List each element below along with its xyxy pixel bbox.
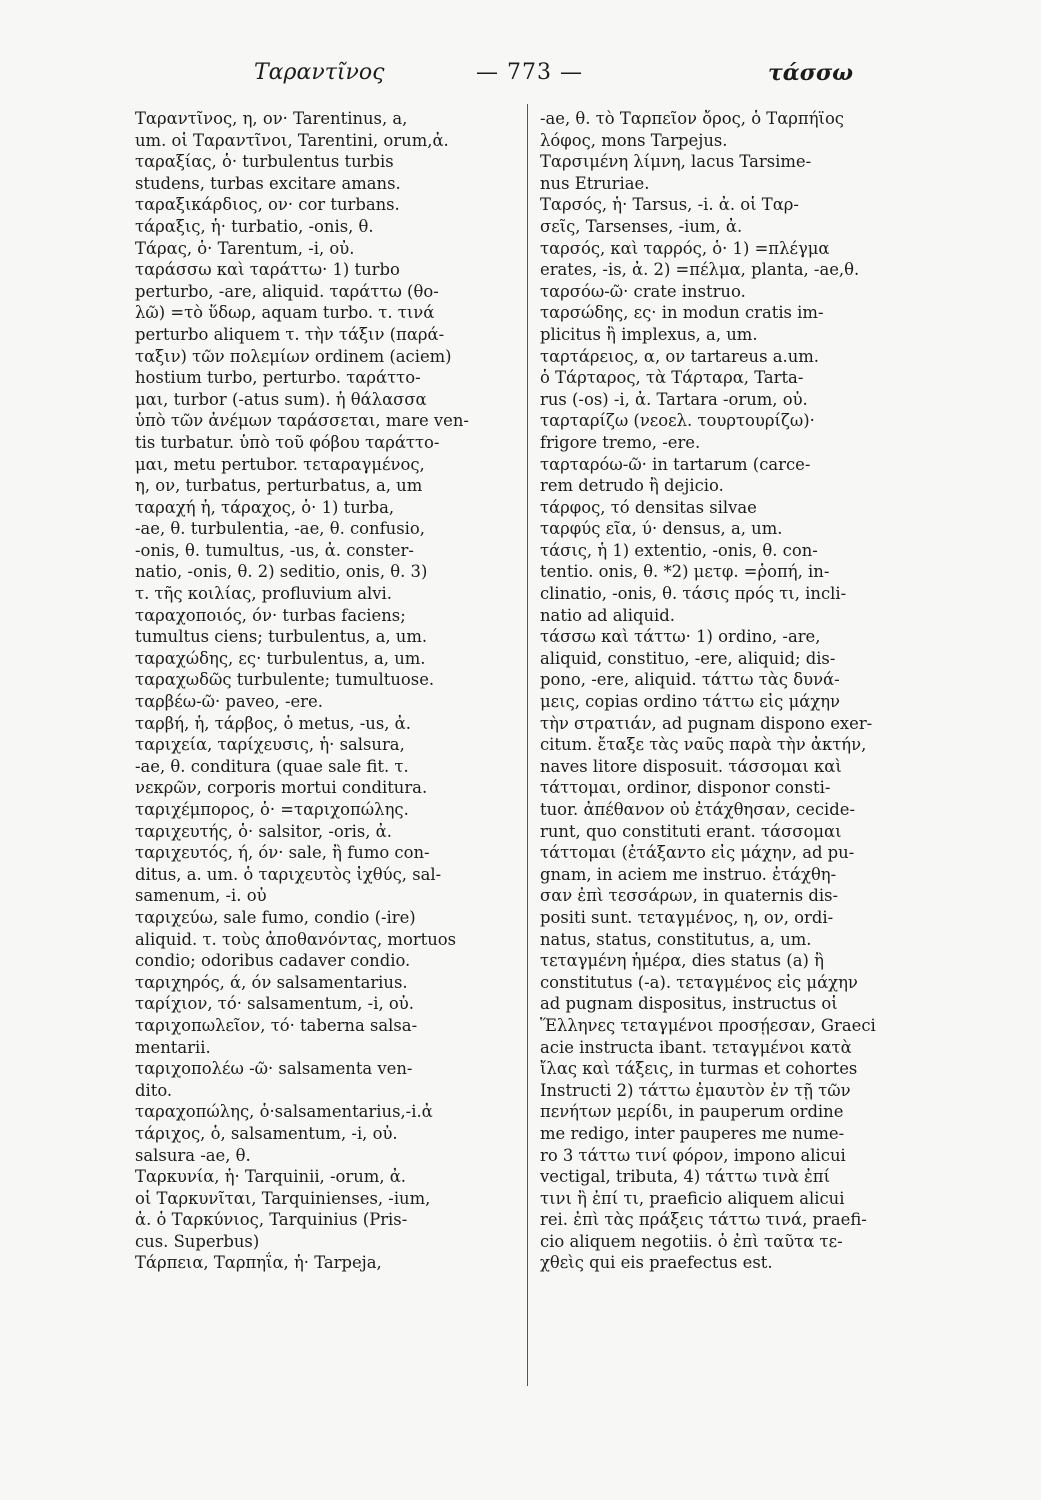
text-line: -ae, θ. conditura (quae sale fit. τ.: [135, 756, 409, 776]
text-line: ἴλας καὶ τάξεις, in turmas et cohortes: [540, 1059, 858, 1079]
text-line: τάριχος, ὁ, salsamentum, -i, οὐ.: [135, 1123, 398, 1143]
text-line: Ταρκυνία, ἡ· Tarquinii, -orum, ἀ.: [135, 1167, 407, 1187]
left-column: [135, 108, 519, 1274]
text-line: πενήτων μερίδι, in pauperum ordine: [540, 1102, 844, 1122]
text-line: ταραχώδης, ες· turbulentus, a, um.: [135, 648, 426, 668]
text-line: clinatio, -onis, θ. τάσις πρός τι, incli-: [540, 584, 847, 604]
text-line: um. οἱ Ταραντῖνοι, Tarentini, orum,ἀ.: [135, 130, 449, 150]
text-line: ταριχοπολέω -ῶ· salsamenta ven-: [135, 1059, 413, 1079]
text-line: ταριχεύω, sale fumo, condio (-ire): [135, 907, 416, 927]
text-line: pono, -ere, aliquid. τάττω τὰς δυνά-: [540, 670, 840, 690]
text-line: ταριχευτός, ή, όν· sale, ἢ fumo con-: [135, 843, 430, 863]
text-line: salsura -ae, θ.: [135, 1145, 251, 1165]
text-line: ταραχωδῶς turbulente; tumultuose.: [135, 670, 435, 690]
text-line: τάσις, ἡ 1) extentio, -onis, θ. con-: [540, 540, 818, 560]
text-line: aliquid. τ. τοὺς ἀποθανόντας, mortuos: [135, 929, 457, 949]
text-line: τὴν στρατιάν, ad pugnam dispono exer-: [540, 713, 873, 733]
text-line: νεκρῶν, corporis mortui conditura.: [135, 778, 428, 798]
text-line: ταρβή, ἡ, τάρβος, ὁ metus, -us, ἀ.: [135, 713, 411, 733]
text-line: Ταρσιμένη λίμνη, lacus Tarsime-: [540, 152, 812, 172]
text-line: Τάρας, ὁ· Tarentum, -i, οὐ.: [135, 238, 355, 258]
text-line: plicitus ἢ implexus, a, um.: [540, 324, 758, 344]
text-line: ταριχεία, ταρίχευσις, ἡ· salsura,: [135, 735, 405, 755]
text-line: τ. τῆς κοιλίας, profluvium alvi.: [135, 584, 393, 604]
column-divider: [527, 104, 528, 1386]
text-line: ταριχευτής, ὁ· salsitor, -oris, ἀ.: [135, 821, 392, 841]
text-line: ταραχή ἡ, τάραχος, ὁ· 1) turba,: [135, 497, 395, 517]
text-line: naves litore disposuit. τάσσομαι καὶ: [540, 756, 842, 776]
text-line: μεις, copias ordino τάττω εἰς μάχην: [540, 692, 841, 712]
text-line: μαι, metu pertubor. τεταραγμένος,: [135, 454, 425, 474]
text-line: ὑπὸ τῶν ἀνέμων ταράσσεται, mare ven-: [135, 411, 469, 431]
text-line: σεῖς, Tarsenses, -ium, ἀ.: [540, 216, 743, 236]
text-line: τινι ἢ ἐπί τι, praeficio aliquem alicui: [540, 1188, 845, 1208]
text-line: hostium turbo, perturbo. ταράττο-: [135, 368, 421, 388]
text-line: -ae, θ. τὸ Ταρπεῖον ὄρος, ὁ Ταρπήϊος: [540, 109, 844, 128]
text-line: tuor. ἀπέθανον οὐ ἐτάχθησαν, cecide-: [540, 800, 856, 819]
text-line: -ae, θ. turbulentia, -ae, θ. confusio,: [135, 519, 425, 539]
text-line: ταριχηρός, ά, όν salsamentarius.: [135, 972, 408, 992]
text-line: tentio. onis, θ. *2) μετφ. =ῥοπή, in-: [540, 562, 830, 582]
text-line: ταρίχιον, τό· salsamentum, -i, οὐ.: [135, 994, 414, 1014]
text-line: rus (-os) -i, ἀ. Tartara -orum, οὐ.: [540, 389, 808, 409]
text-line: λῶ) =τὸ ὕδωρ, aquam turbo. τ. τινά: [135, 303, 435, 323]
text-line: ad pugnam dispositus, instructus οἱ: [540, 994, 838, 1014]
text-line: ταρβέω-ῶ· paveo, -ere.: [135, 692, 323, 712]
text-line: cus. Superbus): [135, 1231, 260, 1251]
text-line: ταρτάρειος, α, ον tartareus a.um.: [540, 346, 820, 366]
right-column: [540, 108, 936, 1274]
text-line: me redigo, inter pauperes me nume-: [540, 1123, 845, 1143]
text-line: natus, status, constitutus, a, um.: [540, 929, 812, 949]
text-line: nus Etruriae.: [540, 173, 650, 193]
text-line: η, ον, turbatus, perturbatus, a, um: [135, 476, 423, 496]
text-line: runt, quo constituti erant. τάσσομαι: [540, 821, 842, 841]
text-line: ταρταρίζω (νεοελ. τουρτουρίζω)·: [540, 411, 815, 431]
text-line: perturbo, -are, aliquid. ταράττω (θο-: [135, 281, 439, 301]
text-line: ditus, a. um. ὁ ταριχευτὸς ἰχθύς, sal-: [135, 864, 442, 884]
text-line: perturbo aliquem τ. τὴν τάξιν (παρά-: [135, 324, 445, 344]
text-line: ὁ Τάρταρος, τὰ Τάρταρα, Tarta-: [540, 368, 804, 388]
text-line: dito.: [135, 1080, 173, 1100]
text-line: acie instructa ibant. τεταγμένοι κατὰ: [540, 1037, 852, 1057]
text-line: ταραχοποιός, όν· turbas faciens;: [135, 605, 406, 625]
text-line: tumultus ciens; turbulentus, a, um.: [135, 627, 428, 647]
header-left-guideword: Ταραντῖνος: [254, 60, 385, 85]
text-line: Ταραντῖνος, η, ον· Tarentinus, a,: [135, 109, 408, 128]
text-line: citum. ἔταξε τὰς ναῦς παρὰ τὴν ἀκτήν,: [540, 735, 867, 755]
text-line: Ταρσός, ἡ· Tarsus, -i. ἀ. οἱ Ταρ-: [540, 195, 799, 215]
text-line: ταραχοπώλης, ὁ·salsamentarius,-i.ἀ: [135, 1102, 433, 1122]
text-line: ταρσός, καὶ ταρρός, ὁ· 1) =πλέγμα: [540, 238, 830, 258]
text-line: τάττομαι (ἐτάξαντο εἰς μάχην, ad pu-: [540, 843, 855, 863]
text-line: cio aliquem negotiis. ὁ ἐπὶ ταῦτα τε-: [540, 1231, 843, 1251]
text-line: Ἕλληνες τεταγμένοι προσῄεσαν, Graeci: [540, 1015, 876, 1035]
text-line: τάσσω καὶ τάττω· 1) ordino, -are,: [540, 627, 821, 647]
text-line: erates, -is, ἀ. 2) =πέλμα, planta, -ae,θ.: [540, 260, 860, 280]
text-line: ταριχέμπορος, ὁ· =ταριχοπώλης.: [135, 800, 409, 819]
text-line: condio; odoribus cadaver condio.: [135, 951, 411, 971]
text-line: mentarii.: [135, 1037, 211, 1057]
text-line: ταριχοπωλεῖον, τό· taberna salsa-: [135, 1015, 418, 1035]
text-line: λόφος, mons Tarpejus.: [540, 130, 728, 150]
text-line: rem detrudo ἢ dejicio.: [540, 476, 724, 496]
text-line: ταρσόω-ῶ· crate instruo.: [540, 281, 746, 301]
text-line: Τάρπεια, Ταρπηΐα, ἡ· Tarpeja,: [135, 1253, 382, 1273]
text-line: τάραξις, ἡ· turbatio, -onis, θ.: [135, 216, 374, 236]
text-line: σαν ἐπὶ τεσσάρων, in quaternis dis-: [540, 886, 839, 906]
header-right-guideword: τάσσω: [768, 60, 854, 86]
text-line: constitutus (-a). τεταγμένος εἰς μάχην: [540, 972, 858, 992]
text-line: τάρφος, τό densitas silvae: [540, 497, 757, 517]
text-line: ταράσσω καὶ ταράττω· 1) turbo: [135, 260, 400, 280]
text-line: -onis, θ. tumultus, -us, ἀ. conster-: [135, 540, 414, 560]
text-line: tis turbatur. ὑπὸ τοῦ φόβου ταράττο-: [135, 432, 440, 452]
text-line: samenum, -i. οὐ: [135, 886, 267, 906]
text-line: ταρταρόω-ῶ· in tartarum (carce-: [540, 454, 811, 474]
text-line: ro 3 τάττω τινί φόρον, impono alicui: [540, 1145, 846, 1165]
text-line: aliquid, constituo, -ere, aliquid; dis-: [540, 648, 836, 668]
text-line: μαι, turbor (-atus sum). ἡ θάλασσα: [135, 389, 427, 409]
text-line: ταραξίας, ὁ· turbulentus turbis: [135, 152, 394, 172]
text-line: positi sunt. τεταγμένος, η, ον, ordi-: [540, 907, 834, 927]
text-line: vectigal, tributa, 4) τάττω τινὰ ἐπί: [540, 1167, 830, 1187]
text-line: ταραξικάρδιος, ον· cor turbans.: [135, 195, 400, 215]
text-line: frigore tremo, -ere.: [540, 432, 701, 452]
text-line: οἱ Ταρκυνῖται, Tarquinienses, -ium,: [135, 1188, 431, 1208]
text-line: τάττομαι, ordinor, disponor consti-: [540, 778, 831, 798]
text-line: ταρφύς εῖα, ύ· densus, a, um.: [540, 519, 783, 539]
text-line: χθεὶς qui eis praefectus est.: [540, 1253, 773, 1273]
page-header: [136, 60, 936, 90]
text-line: Instructi 2) τάττω ἐμαυτὸν ἐν τῇ τῶν: [540, 1080, 851, 1100]
text-line: ἀ. ὁ Ταρκύνιος, Tarquinius (Pris-: [135, 1210, 408, 1230]
text-line: ταξιν) τῶν πολεμίων ordinem (aciem): [135, 346, 452, 366]
text-line: τεταγμένη ἡμέρα, dies status (a) ἢ: [540, 951, 824, 971]
text-line: gnam, in aciem me instruo. ἐτάχθη-: [540, 864, 837, 884]
text-line: natio ad aliquid.: [540, 605, 675, 625]
text-line: natio, -onis, θ. 2) seditio, onis, θ. 3): [135, 562, 428, 582]
text-line: studens, turbas excitare amans.: [135, 173, 401, 193]
page-number: — 773 —: [476, 60, 583, 85]
text-line: rei. ἐπὶ τὰς πράξεις τάττω τινά, praefi-: [540, 1210, 867, 1230]
text-line: ταρσώδης, ες· in modun cratis im-: [540, 303, 824, 323]
